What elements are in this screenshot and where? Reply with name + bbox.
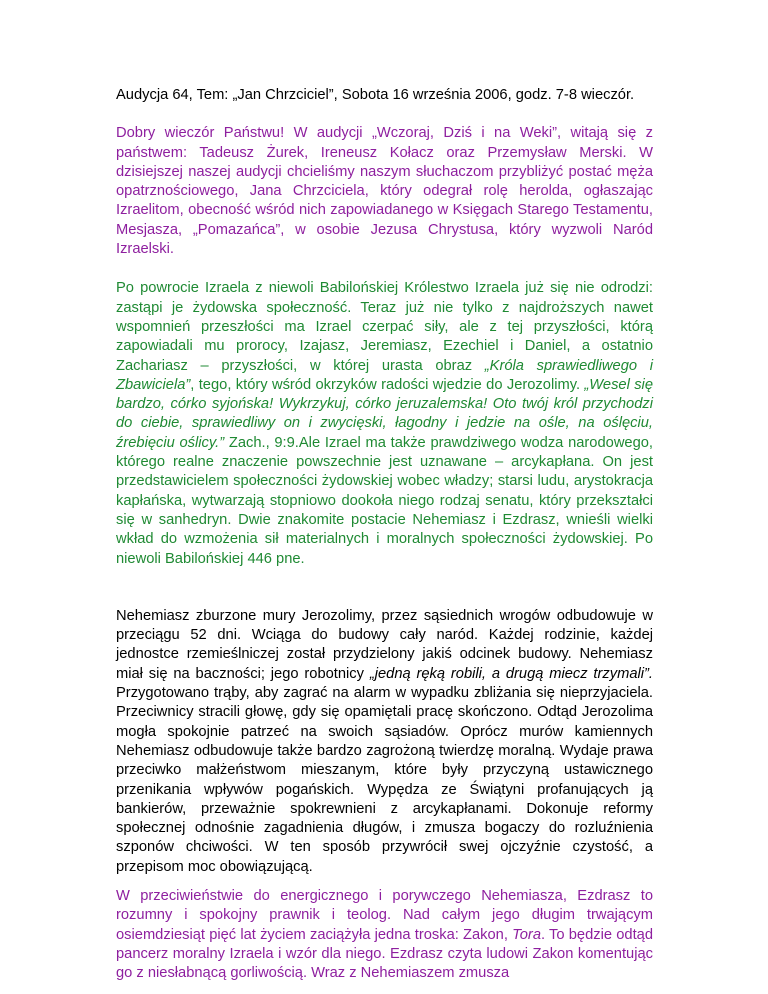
header-text: Audycja 64, Tem: „Jan Chrzciciel”, Sobota 16 września 2006, godz. 7-8 wieczór. [116, 87, 635, 103]
babylon-text-1: Po powrocie Izraela z niewoli Babilońskiej Królestwo Izraela już się nie odrodzi: zastąpi je żydowska społeczność. Teraz już nie tylko z najdroższych nawet wspomnień przeszłości ma Izrael czerpać siły, ale z tej przyszłości, którą zapowiadali mu prorocy, Izajasz, Jeremiasz, Ezechiel i Daniel, a ostatnio Zachariasz – przyszłości, w której urasta obraz [116, 280, 653, 374]
babylon-paragraph [116, 279, 653, 568]
nehemiah-paragraph [116, 607, 653, 877]
document-page [116, 86, 653, 983]
babylon-quote-zechariah: „Wesel się bardzo, córko syjońska! Wykrzykuj, córko jeruzalemska! Oto twój król przychodzi do ciebie, sprawiedliwy on i zwycięski, łagodny i jedzie na ośle, na oślęciu, źrebięciu oślicy.” [116, 376, 653, 451]
nehemiah-quote-workers: „jedną ręką robili, a drugą miecz trzymali”. [369, 665, 653, 682]
ezra-text-1: W przeciwieństwie do energicznego i porywczego Nehemiasza, Ezdrasz to rozumny i spokojny prawnik i teolog. Nad całym jego długim trwającym osiemdziesiąt pięć lat życiem zaciążyła jedna troska: Zakon, [116, 887, 653, 943]
ezra-paragraph [116, 887, 653, 983]
ezra-tora: Tora [512, 926, 541, 943]
babylon-text-3: Zach., 9:9.Ale Izrael ma także prawdziwego wodza narodowego, którego realne znaczenie powszechnie jest uznawane – arcykapłana. On jest przedstawicielem społeczności żydowskiej wobec władzy; starsi ludu, arystokracja kapłańska, wytwarzają stopniowo dookoła niego rodzaj senatu, który przekształci się w sanhedryn. Dwie znakomite postacie Nehemiasz i Ezdrasz, wnieśli wielki wkład do wzmożenia sił materialnych i moralnych społeczności żydowskiej. Po niewoli Babilońskiej 446 pne. [116, 434, 654, 567]
ezra-text-2: . To będzie odtąd pancerz moralny Izraela i wzór dla niego. Ezdrasz czyta ludowi Zakon komentując go z niesłabnącą gorliwością. Wraz z Nehemiaszem zmusza [116, 926, 653, 982]
intro-paragraph [116, 124, 653, 259]
babylon-text-2: , tego, który wśród okrzyków radości wjedzie do Jerozolimy. [190, 376, 585, 393]
babylon-quote-king: „Króla sprawiedliwego i Zbawiciela” [116, 357, 653, 393]
nehemiah-text-2: Przygotowano trąby, aby zagrać na alarm w wypadku zbliżania się nieprzyjaciela. Przeciwnicy stracili głowę, gdy się opamiętali pracę skończono. Odtąd Jerozolima mogła spokojnie patrzeć na swoich sąsiadów. Oprócz murów kamiennych Nehemiasz odbudowuje także bardzo zagrożoną twierdzę moralną. Wydaje prawa przeciwko małżeństwom mieszanym, które były przyczyną ustawicznego przenikania wpływów pogańskich. Wypędza ze Świątyni profanujących ją bankierów, przeważnie spokrewnieni z arcykapłanami. Dokonuje reformy społecznej odnośnie zagadnienia długów, i zmusza bogaczy do rozluźnienia szponów chciwości. W ten sposób przywrócił swej ojczyźnie czystość, a przepisom moc obowiązującą. [116, 685, 653, 875]
intro-text: Dobry wieczór Państwu! W audycji „Wczoraj, Dziś i na Weki”, witają się z państwem: Tadeusz Żurek, Ireneusz Kołacz oraz Przemysław Merski. W dzisiejszej naszej audycji chcieliśmy naszym słuchaczom przybliżyć postać męża opatrznościowego, Jana Chrzciciela, który odegrał rolę herolda, ogłaszając Izraelitom, obecność wśród nich zapowiadanego w Księgach Starego Testamentu, Mesjasza, „Pomazańca”, w osobie Jezusa Chrystusa, który wyzwoli Naród Izraelski. [116, 125, 653, 258]
nehemiah-text-1: Nehemiasz zburzone mury Jerozolimy, przez sąsiednich wrogów odbudowuje w przeciągu 52 dni. Wciąga do budowy cały naród. Każdej rodzinie, każdej jednostce rzemieślniczej został przydzielony jakiś odcinek budowy. Nehemiasz miał się na baczności; jego robotnicy [116, 607, 653, 682]
header-paragraph [116, 86, 653, 105]
